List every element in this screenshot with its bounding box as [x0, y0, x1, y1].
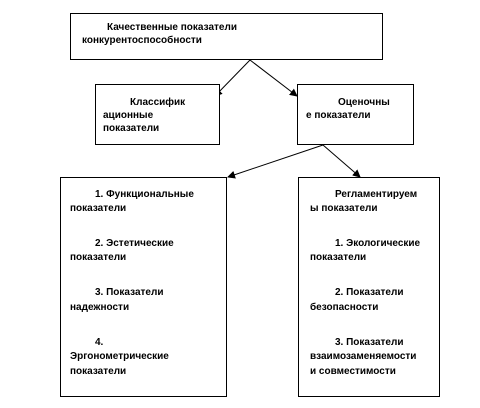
right-header-line-1: Регламентируем	[335, 189, 418, 200]
box-functional-list	[60, 177, 227, 397]
box-classification	[95, 84, 220, 145]
box-evaluative-line-2: е показатели	[306, 110, 371, 121]
arrow-top-to-classification	[215, 60, 250, 96]
box-classification-line-2: ационные	[103, 110, 154, 121]
box-classification-line-1: Классифик	[130, 97, 186, 108]
left-item-3-line-2: надежности	[70, 302, 130, 313]
right-item-3-line-2: взаимозаменяемости	[310, 351, 417, 362]
right-item-3-line-3: и совместимости	[310, 366, 396, 377]
left-item-4-line-3: показатели	[70, 366, 127, 377]
left-item-4-line-1: 4.	[95, 337, 104, 348]
box-classification-line-3: показатели	[103, 123, 160, 134]
left-item-4-line-2: Эргонометрические	[70, 351, 169, 362]
right-item-2-line-1: 2. Показатели	[335, 287, 404, 298]
left-item-3-line-1: 3. Показатели	[95, 287, 164, 298]
box-quality-line-1: Качественные показатели	[107, 22, 237, 33]
right-header-line-2: ы показатели	[310, 203, 378, 214]
arrow-top-to-evaluative	[250, 60, 297, 96]
box-evaluative	[297, 84, 414, 145]
right-item-1-line-2: показатели	[310, 252, 367, 263]
right-item-3-line-1: 3. Показатели	[335, 337, 404, 348]
box-evaluative-line-1: Оценочны	[338, 97, 390, 108]
arrow-evaluative-to-left	[228, 145, 323, 177]
left-item-2-line-2: показатели	[70, 252, 127, 263]
left-item-2-line-1: 2. Эстетические	[95, 238, 174, 249]
arrow-evaluative-to-right	[323, 145, 360, 177]
right-item-2-line-2: безопасности	[310, 302, 379, 313]
box-quality-indicators	[70, 13, 383, 60]
left-item-1-line-2: показатели	[70, 203, 127, 214]
box-quality-line-2: конкурентоспособности	[82, 35, 202, 46]
right-item-1-line-1: 1. Экологические	[335, 238, 421, 249]
box-regulated-list	[298, 177, 440, 397]
left-item-1-line-1: 1. Функциональные	[95, 189, 194, 200]
